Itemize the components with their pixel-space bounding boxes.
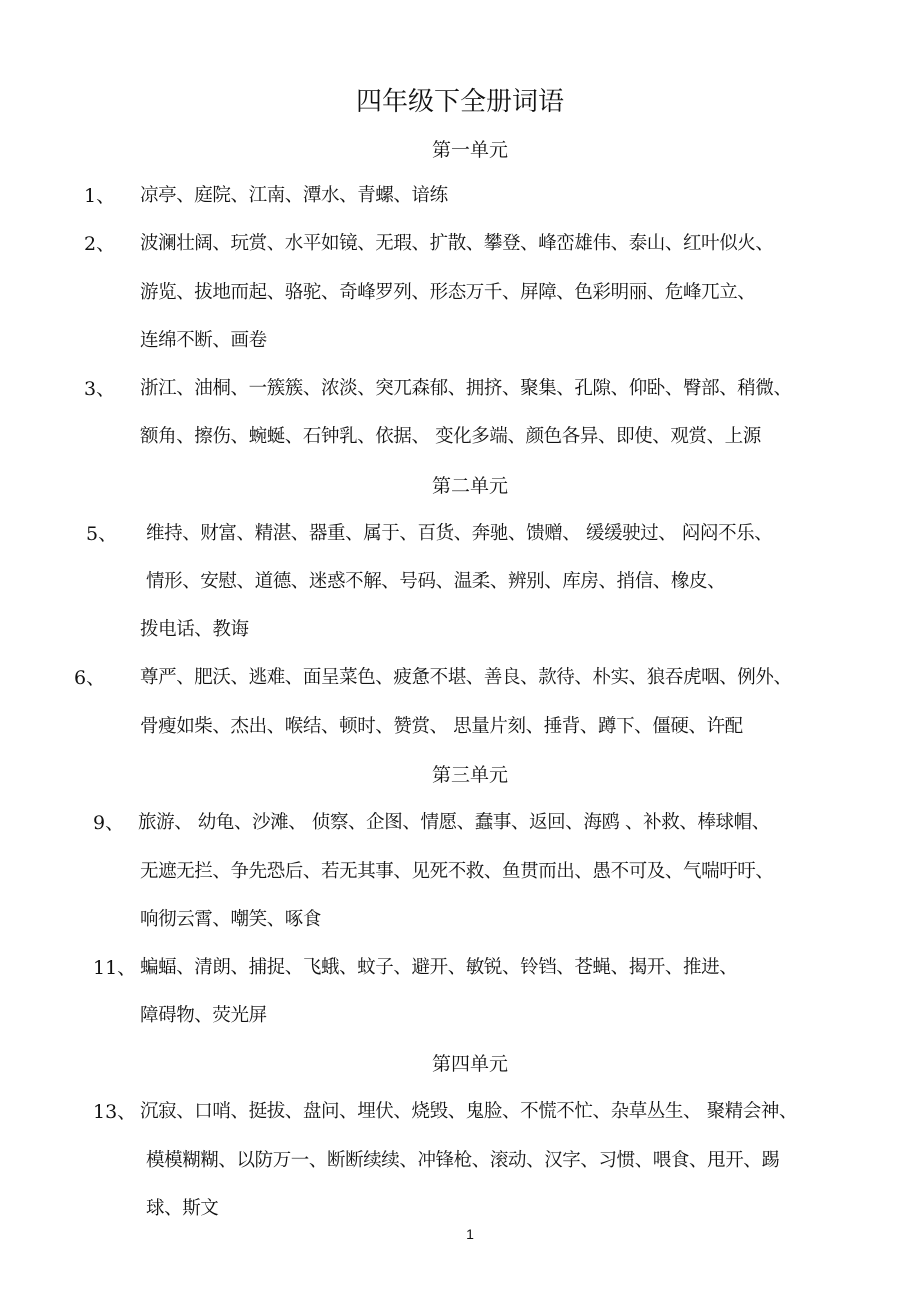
word-line: 额角、擦伤、蜿蜒、石钟乳、依据、 变化多端、颜色各异、即使、观赏、上源 <box>140 426 761 447</box>
unit-heading-2: 第二单元 <box>431 475 508 497</box>
word-line: 旅游、 幼龟、沙滩、 侦察、企图、情愿、蠢事、返回、海鸥 、补救、棒球帽、 <box>138 812 770 833</box>
word-line: 凉亭、庭院、江南、潭水、青螺、谙练 <box>140 185 448 206</box>
word-line: 蝙蝠、清朗、捕捉、飞蛾、蚊子、避开、敏锐、铃铛、苍蝇、揭开、推进、 <box>140 957 738 978</box>
page-number: 1 <box>466 1226 474 1242</box>
word-line: 尊严、肥沃、逃难、面呈菜色、疲惫不堪、善良、款待、朴实、狼吞虎咽、例外、 <box>140 667 792 688</box>
word-line: 障碍物、荧光屏 <box>140 1005 267 1026</box>
word-line: 波澜壮阔、玩赏、水平如镜、无瑕、扩散、攀登、峰峦雄伟、泰山、红叶似火、 <box>140 233 774 254</box>
word-line: 浙江、油桐、一簇簇、浓淡、突兀森郁、拥挤、聚集、孔隙、仰卧、臀部、稍微、 <box>140 378 792 399</box>
word-line: 拨电话、教诲 <box>140 619 249 640</box>
item-number: 11、 <box>93 957 137 979</box>
unit-heading-3: 第三单元 <box>431 764 508 786</box>
item-number: 1、 <box>84 185 116 207</box>
item-number: 2、 <box>84 233 116 255</box>
item-number: 3、 <box>84 378 116 400</box>
page-title: 四年级下全册词语 <box>355 87 564 117</box>
item-number: 13、 <box>93 1101 137 1123</box>
item-number: 5、 <box>86 523 118 545</box>
word-line: 响彻云霄、嘲笑、啄食 <box>140 909 322 930</box>
item-number: 6、 <box>74 667 106 689</box>
item-number: 9、 <box>93 812 125 834</box>
word-line: 骨瘦如柴、杰出、喉结、顿时、赞赏、 思量片刻、捶背、蹲下、僵硬、许配 <box>140 716 743 737</box>
word-line: 维持、财富、精湛、器重、属于、百货、奔驰、馈赠、 缓缓驶过、 闷闷不乐、 <box>146 523 773 544</box>
word-line: 游览、拔地而起、骆驼、奇峰罗列、形态万千、屏障、色彩明丽、危峰兀立、 <box>140 282 756 303</box>
word-line: 连绵不断、画卷 <box>140 330 267 351</box>
word-line: 球、斯文 <box>146 1198 219 1219</box>
word-line: 沉寂、口哨、挺拔、盘问、埋伏、烧毁、鬼脸、不慌不忙、杂草丛生、 聚精会神、 <box>140 1101 798 1122</box>
unit-heading-1: 第一单元 <box>431 139 508 161</box>
word-line: 模模糊糊、以防万一、断断续续、冲锋枪、滚动、汉字、习惯、喂食、甩开、踢 <box>146 1150 780 1171</box>
word-line: 无遮无拦、争先恐后、若无其事、见死不救、鱼贯而出、愚不可及、气喘吁吁、 <box>140 861 774 882</box>
unit-heading-4: 第四单元 <box>431 1053 508 1075</box>
word-line: 情形、安慰、道德、迷惑不解、号码、温柔、辨别、库房、捎信、橡皮、 <box>146 571 726 592</box>
